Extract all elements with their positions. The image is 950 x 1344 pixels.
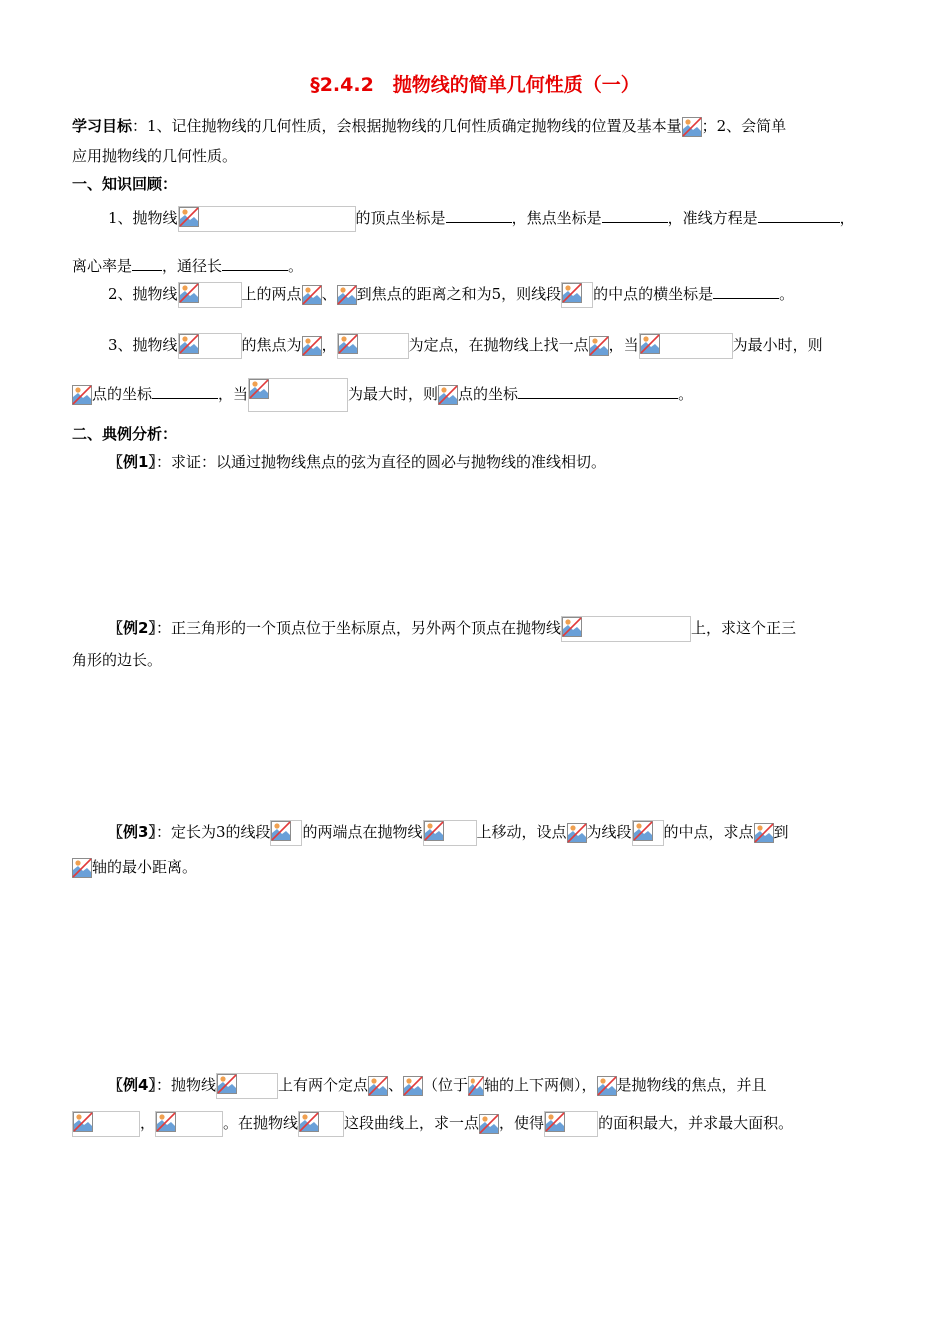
answer-blank[interactable]: [222, 255, 288, 271]
broken-image-icon: [72, 385, 92, 405]
broken-image-icon: [562, 617, 582, 637]
broken-image-icon: [217, 1074, 237, 1094]
broken-image-icon: [589, 336, 609, 356]
formula-image: [178, 282, 242, 308]
example-2-line-1: 〖例2〗：正三角形的一个顶点位于坐标原点，另外两个顶点在抛物线 上，求这个正三: [108, 616, 796, 642]
objective-label: 学习目标: [72, 117, 133, 135]
answer-blank[interactable]: [446, 207, 512, 223]
formula-image: [178, 206, 356, 232]
broken-image-icon: [271, 821, 291, 841]
formula-image: [561, 282, 593, 308]
answer-blank[interactable]: [518, 383, 678, 399]
review-q3-line-2: 点的坐标 ，当 为最大时，则 点的坐标 。: [72, 378, 693, 412]
example-label: 〖例1〗: [108, 453, 156, 471]
objective-line-2: 应用抛物线的几何性质。: [72, 147, 238, 165]
broken-image-icon: [73, 1112, 93, 1132]
broken-image-icon: [640, 334, 660, 354]
answer-blank[interactable]: [713, 283, 779, 299]
example-3-line-2: 轴的最小距离。: [72, 857, 197, 878]
broken-image-icon: [338, 334, 358, 354]
formula-image: [248, 378, 348, 412]
broken-image-icon: [754, 823, 774, 843]
broken-image-icon: [633, 821, 653, 841]
formula-image: [544, 1111, 598, 1137]
broken-image-icon: [438, 385, 458, 405]
broken-image-icon: [545, 1112, 565, 1132]
broken-image-icon: [562, 283, 582, 303]
broken-image-icon: [302, 336, 322, 356]
formula-image: [72, 1111, 140, 1137]
formula-image: [270, 820, 302, 846]
formula-image: [639, 333, 733, 359]
answer-blank[interactable]: [132, 255, 162, 271]
broken-image-icon: [424, 821, 444, 841]
broken-image-icon: [403, 1076, 423, 1096]
formula-image: [216, 1073, 278, 1099]
broken-image-icon: [597, 1076, 617, 1096]
example-label: 〖例2〗: [108, 619, 156, 637]
broken-image-icon: [368, 1076, 388, 1096]
example-label: 〖例4〗: [108, 1076, 156, 1094]
broken-image-icon: [72, 858, 92, 878]
review-q1-line-2: 离心率是 ，通径长 。: [72, 257, 304, 275]
section-heading-review: 一、知识回顾：: [72, 175, 178, 193]
review-q2-line: 2、抛物线 上的两点 、 到焦点的距离之和为5，则线段 的中点的横坐标是 。: [108, 282, 794, 308]
formula-image: [298, 1111, 344, 1137]
broken-image-icon: [179, 334, 199, 354]
example-4-line-2: ， 。在抛物线 这段曲线上，求一点 ，使得 的面积最大，并求最大面积。: [72, 1111, 793, 1137]
example-2-line-2: 角形的边长。: [72, 651, 163, 669]
broken-image-icon: [567, 823, 587, 843]
review-q1-line-1: 1、抛物线 的顶点坐标是 ，焦点坐标是 ，准线方程是 ，: [108, 206, 855, 232]
broken-image-icon: [302, 285, 322, 305]
answer-blank[interactable]: [602, 207, 668, 223]
example-label: 〖例3〗: [108, 823, 156, 841]
section-heading-examples: 二、典例分析：: [72, 425, 178, 443]
objective-line-1: 学习目标：1、记住抛物线的几何性质，会根据抛物线的几何性质确定抛物线的位置及基本量 ；2、会简单: [72, 117, 787, 135]
broken-image-icon: [479, 1114, 499, 1134]
broken-image-icon: [156, 1112, 176, 1132]
page-title: §2.4.2 抛物线的简单几何性质（一）: [310, 74, 640, 96]
example-3-line-1: 〖例3〗：定长为3的线段 的两端点在抛物线 上移动，设点 为线段 的中点，求点 到: [108, 820, 789, 846]
formula-image: [337, 333, 409, 359]
broken-image-icon: [249, 379, 269, 399]
formula-image: [155, 1111, 223, 1137]
formula-image: [423, 820, 477, 846]
answer-blank[interactable]: [758, 207, 840, 223]
broken-image-icon: [299, 1112, 319, 1132]
formula-image: [632, 820, 664, 846]
broken-image-icon: [179, 283, 199, 303]
broken-image-icon: [468, 1076, 484, 1096]
broken-image-icon: [337, 285, 357, 305]
formula-image: [561, 616, 691, 642]
example-1: 〖例1〗：求证：以通过抛物线焦点的弦为直径的圆必与抛物线的准线相切。: [108, 453, 606, 471]
formula-image: [178, 333, 242, 359]
broken-image-icon: [179, 207, 199, 227]
broken-image-icon: [682, 117, 702, 137]
example-4-line-1: 〖例4〗：抛物线 上有两个定点 、 （位于 轴的上下两侧）， 是抛物线的焦点，并且: [108, 1073, 767, 1099]
answer-blank[interactable]: [152, 383, 218, 399]
review-q3-line-1: 3、抛物线 的焦点为 ， 为定点，在抛物线上找一点 ，当 为最小时，则: [108, 333, 823, 359]
